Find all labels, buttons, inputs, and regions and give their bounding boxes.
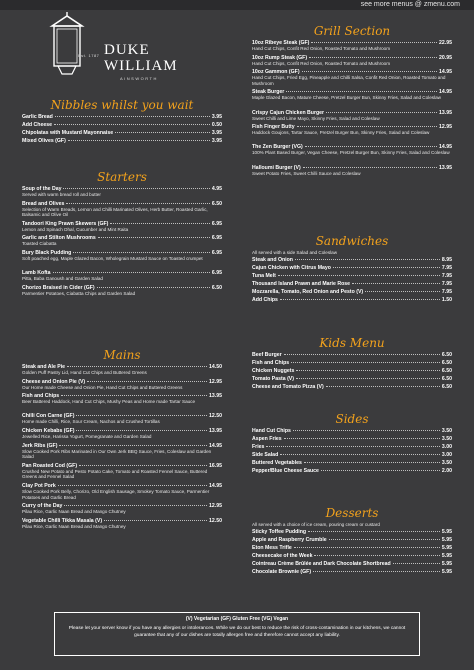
item-price: 14.95 bbox=[439, 144, 452, 151]
item-price: 13.95 bbox=[439, 164, 452, 171]
item-price: 5.95 bbox=[441, 545, 452, 551]
item-description: Toasted Ciabatta bbox=[22, 241, 57, 247]
item-name: Steak and Ale Pie bbox=[22, 364, 66, 370]
menu-item-chicken-nuggets bbox=[252, 368, 452, 374]
item-price: 22.95 bbox=[439, 40, 452, 46]
item-description: Beer Battered Haddock, Hand Cut Chips, Mushy Peas and Home made Tartar Sauce bbox=[22, 399, 196, 405]
menu-item-sticky-toffee-pudding bbox=[252, 529, 452, 535]
item-price: 6.50 bbox=[441, 352, 452, 358]
item-name: Add Chips bbox=[252, 297, 278, 303]
dot-leader bbox=[296, 370, 440, 371]
menu-item-10oz-gammon-gf bbox=[252, 69, 452, 86]
dot-leader bbox=[53, 272, 210, 273]
menu-item-fish-finger-butty bbox=[252, 124, 452, 136]
menu-item-thousand-island-prawn-and-marie-rose bbox=[252, 281, 452, 287]
item-name: Apple and Raspberry Crumble bbox=[252, 537, 327, 543]
item-name: Mozzarella, Tomato, Red Onion and Pesto (V) bbox=[252, 289, 364, 295]
menu-item-steak-and-ale-pie bbox=[22, 364, 222, 376]
item-name: Crispy Cajun Chicken Burger bbox=[252, 109, 325, 116]
item-description: Slow Cooked Pork Ribs Marinated in Our Own Jerk BBQ Sauce, Fries, Coleslaw and Garden Salad bbox=[22, 448, 212, 460]
item-price: 13.95 bbox=[209, 428, 222, 434]
item-name: 10oz Ribeye Steak (GF) bbox=[252, 40, 310, 46]
item-name: Aspen Fries bbox=[252, 436, 282, 442]
dot-leader bbox=[64, 505, 207, 506]
item-name: Jerk Ribs (GF) bbox=[22, 442, 58, 449]
dot-leader bbox=[58, 485, 207, 486]
item-description: Golden Puff Pastry Lid, Hand Cut Chips and Buttered Greens bbox=[22, 370, 147, 375]
item-price: 6.50 bbox=[211, 284, 222, 291]
dot-leader bbox=[313, 571, 440, 572]
item-name: Buttered Vegetables bbox=[252, 460, 302, 466]
dot-leader bbox=[295, 259, 440, 260]
item-name: Sticky Toffee Pudding bbox=[252, 529, 307, 535]
footer-box bbox=[54, 612, 420, 656]
item-price: 3.95 bbox=[211, 130, 222, 136]
dot-leader bbox=[329, 539, 440, 540]
item-price: 5.95 bbox=[441, 561, 452, 567]
menu-item-cointreau-cr-me-br-l-e-and-dark-chocolate-shortbread bbox=[252, 561, 452, 567]
item-name: Cheesecake of the Week bbox=[252, 553, 313, 559]
dot-leader bbox=[98, 237, 210, 238]
item-price: 3.00 bbox=[441, 444, 452, 450]
item-description: Pilau Rice, Garlic Naan Bread and Mango Chutney bbox=[22, 523, 126, 529]
dot-leader bbox=[284, 438, 440, 439]
dot-leader bbox=[280, 454, 440, 455]
item-description: Sweet Potato Fries, Sweet Chilli Sauce and Coleslaw bbox=[252, 170, 361, 176]
item-name: Lamb Kofta bbox=[22, 270, 51, 277]
item-price: 3.95 bbox=[211, 138, 222, 144]
item-price: 6.50 bbox=[441, 360, 452, 366]
dot-leader bbox=[297, 126, 437, 127]
menu-item-bury-black-pudding bbox=[22, 250, 222, 262]
item-description: Lemon and Spinach Dhal, Cucumber and Mint Raita bbox=[22, 226, 129, 232]
item-description: Slow Cooked Pork Belly, Chorizo, Old English Sausage, Smokey Tomato Sauce, Parmentier Potatoes and Garlic Bread bbox=[22, 489, 210, 500]
item-name: Side Salad bbox=[252, 452, 279, 458]
dot-leader bbox=[68, 140, 210, 141]
item-price: 3.95 bbox=[211, 114, 222, 120]
menu-item-bread-and-olives bbox=[22, 201, 222, 218]
item-price: 12.95 bbox=[209, 503, 222, 510]
item-price: 13.95 bbox=[209, 393, 222, 400]
dot-leader bbox=[55, 116, 210, 117]
menu-item-cajun-chicken-with-citrus-mayo bbox=[252, 265, 452, 271]
item-price: 8.95 bbox=[441, 257, 452, 263]
section-title-starters: Starters bbox=[97, 170, 147, 184]
logo-town: AINSWORTH bbox=[120, 76, 158, 81]
item-description: Sweet Chilli and Lime Mayo, Skinny Fries, Salad and Coleslaw bbox=[252, 115, 380, 121]
dot-leader bbox=[278, 275, 440, 276]
menu-item-garlic-bread bbox=[22, 114, 222, 120]
dot-leader bbox=[294, 547, 440, 548]
item-name: Clay Pot Pork bbox=[22, 483, 56, 489]
section-title-sides: Sides bbox=[335, 412, 369, 426]
menu-item-cheesecake-of-the-week bbox=[252, 553, 452, 559]
dot-leader bbox=[73, 252, 210, 253]
dot-leader bbox=[352, 283, 440, 284]
menu-item-tomato-pasta-v bbox=[252, 376, 452, 382]
section-title-desserts: Desserts bbox=[325, 506, 379, 520]
item-name: 10oz Gammon (GF) bbox=[252, 69, 300, 76]
dot-leader bbox=[326, 386, 440, 387]
dot-leader bbox=[61, 395, 207, 396]
item-price: 1.50 bbox=[441, 297, 452, 303]
item-name: Eton Mess Trifle bbox=[252, 545, 292, 551]
dot-leader bbox=[365, 291, 440, 292]
item-price: 6.50 bbox=[441, 384, 452, 390]
item-price: 0.50 bbox=[211, 122, 222, 128]
menu-item-hand-cut-chips bbox=[252, 428, 452, 434]
item-description: Home made Chilli, Rice, Sour Cream, Nachos and Crushed Tortillas bbox=[22, 419, 160, 425]
menu-item-eton-mess-trifle bbox=[252, 545, 452, 551]
menu-item-mixed-olives-gf bbox=[22, 138, 222, 144]
item-price: 13.95 bbox=[439, 109, 452, 116]
menu-item-cheese-and-onion-pie-v bbox=[22, 379, 222, 391]
section-note-sandwiches: All served with a side Salad and Coleslaw bbox=[252, 250, 338, 255]
menu-item-beef-burger bbox=[252, 352, 452, 358]
item-name: Beef Burger bbox=[252, 352, 282, 358]
menu-item-10oz-ribeye-steak-gf bbox=[252, 40, 452, 52]
section-note-desserts: All served with a choice of ice cream, pouring cream or custard bbox=[252, 522, 380, 527]
dot-leader bbox=[115, 132, 210, 133]
dot-leader bbox=[266, 446, 439, 447]
menu-item-steak-burger bbox=[252, 89, 452, 101]
menu-item-add-cheese bbox=[22, 122, 222, 128]
dot-leader bbox=[314, 555, 439, 556]
item-price: 3.50 bbox=[441, 436, 452, 442]
item-price: 5.95 bbox=[441, 569, 452, 575]
logo-name-line2: WILLIAM bbox=[104, 58, 178, 74]
dot-leader bbox=[393, 563, 440, 564]
item-name: Garlic Bread bbox=[22, 114, 53, 120]
item-price: 12.95 bbox=[439, 124, 452, 131]
item-description: Selection of Warm Breads, Lemon and Chilli Marinated Olives, Herb Butter, Roasted Garlic, Balsamic and Olive Oil bbox=[22, 206, 208, 218]
item-price: 14.95 bbox=[209, 483, 222, 489]
menu-item-side-salad bbox=[252, 452, 452, 458]
menu-item-chipolatas-with-mustard-mayonnaise bbox=[22, 130, 222, 136]
item-price: 6.50 bbox=[211, 200, 222, 207]
section-title-sandwiches: Sandwiches bbox=[315, 234, 389, 248]
item-description: Soft poached egg, Maple Glazed Bacon, Wholegrain Mustard Sauce on Toasted crumpet bbox=[22, 256, 203, 261]
item-price: 7.95 bbox=[441, 273, 452, 279]
dot-leader bbox=[87, 381, 207, 382]
dot-leader bbox=[284, 354, 440, 355]
item-name: Chipolatas with Mustard Mayonnaise bbox=[22, 130, 114, 136]
item-price: 12.50 bbox=[209, 517, 222, 524]
item-name: Tuna Melt bbox=[252, 273, 276, 279]
item-price: 6.95 bbox=[211, 250, 222, 256]
item-name: Pan Roasted Cod (GF) bbox=[22, 462, 78, 469]
dot-leader bbox=[311, 42, 437, 43]
item-price: 7.95 bbox=[441, 281, 452, 287]
section-title-nibbles: Nibbles whilst you wait bbox=[50, 98, 194, 112]
dietary-key: (V) Vegetarian (GF) Gluten Free (VG) Vegan bbox=[185, 616, 289, 622]
item-name: Halloumi Burger (V) bbox=[252, 164, 301, 171]
item-description: Pilau Rice, Garlic Naan Bread and Mango Chutney bbox=[22, 509, 126, 515]
item-price: 2.00 bbox=[441, 468, 452, 474]
menu-item-soup-of-the-day bbox=[22, 186, 222, 198]
menu-item-fish-and-chips bbox=[22, 393, 222, 405]
item-name: Soup of the Day bbox=[22, 186, 62, 192]
item-description: Hand Cut Chips, Fried Egg, Pineapple and Chilli Salsa, Confit Red Onion, Roasted Tomato and Mushroom bbox=[252, 75, 446, 86]
watermark-bar bbox=[0, 0, 474, 10]
item-name: Curry of the Day bbox=[22, 503, 63, 510]
menu-item-chicken-kebabs-gf bbox=[22, 428, 222, 440]
item-name: Thousand Island Prawn and Marie Rose bbox=[252, 281, 351, 287]
item-name: The Zen Burger (VG) bbox=[252, 144, 303, 151]
menu-item-crispy-cajun-chicken-burger bbox=[252, 110, 452, 122]
item-name: Add Cheese bbox=[22, 122, 52, 128]
menu-item-curry-of-the-day bbox=[22, 503, 222, 515]
item-price: 3.00 bbox=[441, 452, 452, 458]
dot-leader bbox=[291, 362, 440, 363]
allergy-notice: Please let your server know if you have any allergies or intolerances. While we do our best to reduce the risk of cross-contamination in our kitchens, we cannot guarantee that any of our dishes are totally allergen free and therefore cannot accept any liability. bbox=[68, 626, 406, 638]
section-title-kids: Kids Menu bbox=[319, 336, 385, 350]
menu-item-cheese-and-tomato-pizza-v bbox=[252, 384, 452, 390]
dot-leader bbox=[54, 124, 210, 125]
section-title-mains: Mains bbox=[103, 348, 141, 362]
menu-item-clay-pot-pork bbox=[22, 483, 222, 500]
dot-leader bbox=[76, 415, 207, 416]
item-price: 6.50 bbox=[441, 368, 452, 374]
menu-item-chorizo-braised-in-cider-gf bbox=[22, 285, 222, 297]
dot-leader bbox=[76, 430, 207, 431]
dot-leader bbox=[308, 531, 440, 532]
item-name: Mixed Olives (GF) bbox=[22, 138, 66, 144]
item-name: Bury Black Pudding bbox=[22, 250, 72, 256]
dot-leader bbox=[302, 71, 437, 72]
item-price: 6.50 bbox=[441, 376, 452, 382]
item-description: Parmentier Potatoes, Ciabatta Chips and Garden Salad bbox=[22, 290, 136, 296]
lantern-icon bbox=[48, 12, 86, 78]
item-price: 12.50 bbox=[209, 413, 222, 420]
dot-leader bbox=[66, 203, 210, 204]
dot-leader bbox=[305, 146, 437, 147]
item-description: Hand Cut Chips, Confit Red Onion, Roasted Tomato and Mushroom bbox=[252, 60, 391, 66]
item-name: Tandoori King Prawn Skewers (GF) bbox=[22, 220, 109, 227]
item-description: Jewelled Rice, Harissa Yogurt, Pomegranate and Garden Salad bbox=[22, 434, 152, 439]
dot-leader bbox=[333, 267, 440, 268]
menu-item-pepper-blue-cheese-sauce bbox=[252, 468, 452, 474]
item-description: Crushed New Potato and Pesto Potato Cake, Tomato and Roasted Fennel Sauce, Buttered Greens and Fennel Salad bbox=[22, 468, 208, 480]
item-price: 7.95 bbox=[441, 265, 452, 271]
item-description: Served with warm bread roll and butter bbox=[22, 192, 101, 197]
item-price: 3.50 bbox=[441, 428, 452, 434]
item-price: 6.95 bbox=[211, 270, 222, 277]
dot-leader bbox=[67, 366, 207, 367]
item-price: 3.50 bbox=[441, 460, 452, 466]
menu-item-vegetable-chilli-tikka-masala-v bbox=[22, 518, 222, 530]
item-price: 20.95 bbox=[439, 54, 452, 61]
item-price: 14.50 bbox=[209, 364, 222, 370]
item-name: Cheese and Onion Pie (V) bbox=[22, 378, 86, 385]
menu-item-chocolate-brownie-gf bbox=[252, 569, 452, 575]
menu-item-add-chips bbox=[252, 297, 452, 303]
item-description: Maple Glazed Bacon, Mature Cheese, Pretzel Burger Bun, Skinny Fries, Salad and Coleslaw bbox=[252, 95, 441, 101]
item-price: 6.95 bbox=[211, 220, 222, 227]
item-description: Hand Cut Chips, Confit Red Onion, Roasted Tomato and Mushroom bbox=[252, 46, 391, 51]
dot-leader bbox=[309, 57, 437, 58]
section-title-grill: Grill Section bbox=[313, 24, 391, 38]
item-name: Chorizo Braised in Cider (GF) bbox=[22, 284, 95, 291]
item-description: Pitta, Baba Ganoush and Garden Salad bbox=[22, 276, 103, 282]
item-price: 12.95 bbox=[209, 378, 222, 385]
dot-leader bbox=[110, 223, 210, 224]
item-price: 14.95 bbox=[439, 69, 452, 76]
menu-item-apple-and-raspberry-crumble bbox=[252, 537, 452, 543]
item-description: 100% Plant Based Burger, Vegan Cheese, Pretzel Burger Bun, Skinny Fries, Salad and Coleslaw bbox=[252, 150, 450, 156]
item-price: 16.95 bbox=[209, 462, 222, 469]
menu-item-halloumi-burger-v bbox=[252, 165, 452, 177]
item-price: 14.95 bbox=[209, 442, 222, 449]
menu-item-chilli-con-carne-gf bbox=[22, 413, 222, 425]
menu-item-mozzarella-tomato-red-onion-and-pesto-v bbox=[252, 289, 452, 295]
menu-item-buttered-vegetables bbox=[252, 460, 452, 466]
dot-leader bbox=[79, 465, 207, 466]
item-price: 5.95 bbox=[441, 537, 452, 543]
dot-leader bbox=[286, 91, 437, 92]
menu-item-jerk-ribs-gf bbox=[22, 443, 222, 460]
menu-item-pan-roasted-cod-gf bbox=[22, 463, 222, 480]
item-price: 4.95 bbox=[211, 186, 222, 192]
item-description: Our Home made Cheese and Onion Pie, Hand Cut Chips and Buttered Greens bbox=[22, 384, 183, 390]
menu-item-tandoori-king-prawn-skewers-gf bbox=[22, 221, 222, 233]
item-name: Fish and Chips bbox=[252, 360, 290, 366]
dot-leader bbox=[304, 462, 440, 463]
menu-item-steak-and-onion bbox=[252, 257, 452, 263]
item-name: Cajun Chicken with Citrus Mayo bbox=[252, 265, 331, 271]
item-name: Steak and Onion bbox=[252, 257, 293, 263]
item-price: 6.95 bbox=[211, 235, 222, 242]
menu-item-garlic-and-stilton-mushrooms bbox=[22, 235, 222, 247]
logo bbox=[48, 12, 208, 82]
item-name: Chicken Nuggets bbox=[252, 368, 295, 374]
item-name: Bread and Olives bbox=[22, 200, 65, 207]
item-name: Chocolate Brownie (GF) bbox=[252, 569, 312, 575]
logo-est: Est. 1787 bbox=[78, 53, 100, 58]
dot-leader bbox=[303, 167, 437, 168]
dot-leader bbox=[104, 520, 207, 521]
menu-item-the-zen-burger-vg bbox=[252, 144, 452, 156]
item-name: Garlic and Stilton Mushrooms bbox=[22, 235, 96, 242]
item-name: Fries bbox=[252, 444, 265, 450]
item-price: 5.95 bbox=[441, 529, 452, 535]
menu-item-aspen-fries bbox=[252, 436, 452, 442]
logo-name-line1: DUKE bbox=[104, 42, 150, 58]
item-price: 5.95 bbox=[441, 553, 452, 559]
menu-item-lamb-kofta bbox=[22, 270, 222, 282]
item-name: Pepper/Blue Cheese Sauce bbox=[252, 468, 319, 474]
item-name: Steak Burger bbox=[252, 89, 285, 96]
menu-item-fish-and-chips bbox=[252, 360, 452, 366]
item-name: Fish Finger Butty bbox=[252, 124, 295, 131]
item-name: Cheese and Tomato Pizza (V) bbox=[252, 384, 324, 390]
dot-leader bbox=[59, 445, 207, 446]
item-name: 10oz Rump Steak (GF) bbox=[252, 54, 308, 61]
dot-leader bbox=[296, 378, 440, 379]
item-name: Cointreau Crème Brûlée and Dark Chocolate Shortbread bbox=[252, 561, 391, 567]
item-name: Chilli Con Carne (GF) bbox=[22, 413, 75, 420]
menu-item-fries bbox=[252, 444, 452, 450]
dot-leader bbox=[97, 287, 210, 288]
item-price: 7.95 bbox=[441, 289, 452, 295]
dot-leader bbox=[326, 112, 437, 113]
dot-leader bbox=[321, 470, 440, 471]
watermark-text: see more menus @ zmenu.com bbox=[360, 1, 460, 8]
menu-item-tuna-melt bbox=[252, 273, 452, 279]
item-name: Vegetable Chilli Tikka Masala (V) bbox=[22, 517, 103, 524]
dot-leader bbox=[293, 430, 440, 431]
item-name: Tomato Pasta (V) bbox=[252, 376, 294, 382]
menu-item-10oz-rump-steak-gf bbox=[252, 55, 452, 67]
dot-leader bbox=[280, 299, 440, 300]
item-description: Haddock Goujons, Tartar Sauce, Pretzel Burger Bun, Skinny Fries, Salad and Coleslaw bbox=[252, 130, 430, 136]
dot-leader bbox=[63, 188, 209, 189]
item-name: Chicken Kebabs (GF) bbox=[22, 428, 75, 434]
item-name: Fish and Chips bbox=[22, 393, 60, 400]
item-name: Hand Cut Chips bbox=[252, 428, 291, 434]
item-price: 14.95 bbox=[439, 89, 452, 96]
